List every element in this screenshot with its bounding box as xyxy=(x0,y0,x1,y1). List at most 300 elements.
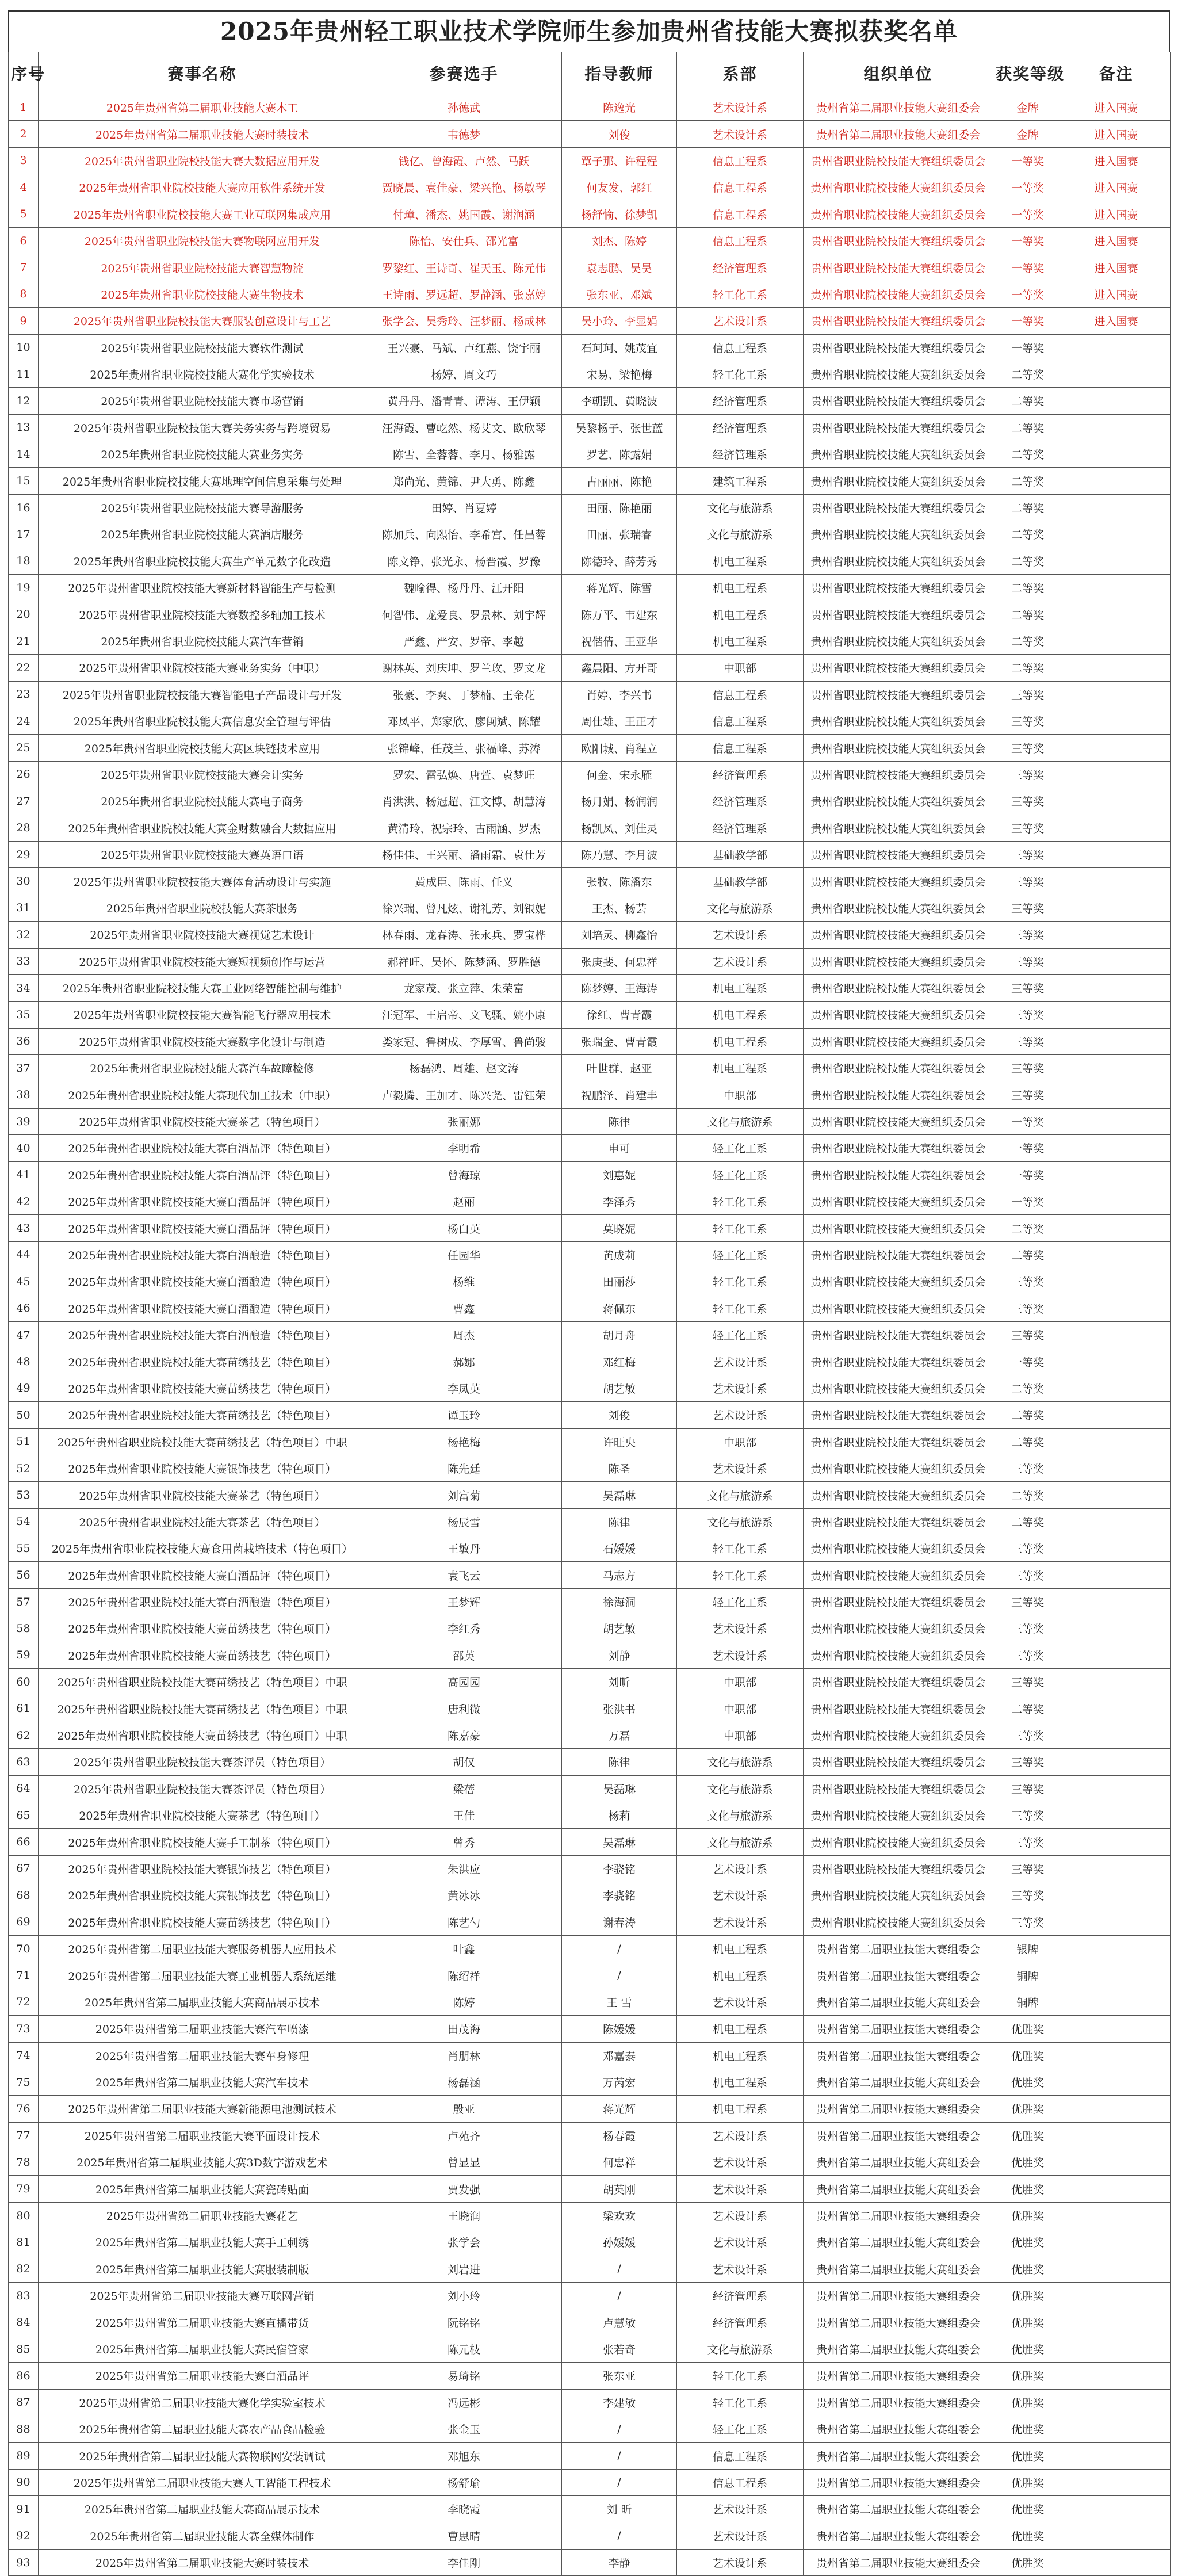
cell-seq: 72 xyxy=(9,1989,39,2015)
cell-remarks xyxy=(1062,1642,1171,1668)
cell-seq: 88 xyxy=(9,2416,39,2442)
cell-instructor: / xyxy=(562,2283,677,2309)
cell-event-name: 2025年贵州省职业院校技能大赛银饰技艺（特色项目） xyxy=(39,1882,366,1909)
cell-award-level: 二等奖 xyxy=(993,414,1062,441)
cell-organizer: 贵州省职业院校技能大赛组织委员会 xyxy=(804,468,993,494)
cell-department: 轻工化工系 xyxy=(677,1161,804,1188)
cell-award-level: 二等奖 xyxy=(993,548,1062,574)
cell-award-level: 三等奖 xyxy=(993,1081,1062,1108)
cell-contestants: 陈雪、全蓉蓉、李月、杨雅露 xyxy=(366,441,562,468)
cell-organizer: 贵州省职业院校技能大赛组织委员会 xyxy=(804,575,993,601)
cell-remarks xyxy=(1062,1482,1171,1508)
table-row xyxy=(9,548,1171,574)
cell-seq: 65 xyxy=(9,1802,39,1829)
cell-department: 文化与旅游系 xyxy=(677,521,804,548)
cell-seq: 3 xyxy=(9,147,39,174)
table-row xyxy=(9,2496,1171,2523)
cell-organizer: 贵州省第二届职业技能大赛组委会 xyxy=(804,2042,993,2069)
cell-award-level: 优胜奖 xyxy=(993,2256,1062,2282)
cell-remarks: 进入国赛 xyxy=(1062,281,1171,307)
cell-remarks xyxy=(1062,1428,1171,1455)
table-row xyxy=(9,1428,1171,1455)
cell-remarks xyxy=(1062,1081,1171,1108)
cell-seq: 53 xyxy=(9,1482,39,1508)
cell-instructor: 邓嘉泰 xyxy=(562,2042,677,2069)
cell-instructor: 杨莉 xyxy=(562,1802,677,1829)
cell-organizer: 贵州省职业院校技能大赛组织委员会 xyxy=(804,708,993,734)
cell-seq: 55 xyxy=(9,1535,39,1562)
cell-award-level: 优胜奖 xyxy=(993,2363,1062,2389)
cell-event-name: 2025年贵州省职业院校技能大赛服装创意设计与工艺 xyxy=(39,308,366,334)
cell-event-name: 2025年贵州省第二届职业技能大赛服务机器人应用技术 xyxy=(39,1935,366,1962)
cell-event-name: 2025年贵州省职业院校技能大赛市场营销 xyxy=(39,388,366,414)
cell-department: 信息工程系 xyxy=(677,174,804,201)
cell-event-name: 2025年贵州省职业院校技能大赛苗绣技艺（特色项目） xyxy=(39,1615,366,1642)
cell-event-name: 2025年贵州省职业院校技能大赛地理空间信息采集与处理 xyxy=(39,468,366,494)
cell-seq: 17 xyxy=(9,521,39,548)
cell-department: 基础教学部 xyxy=(677,868,804,895)
cell-department: 文化与旅游系 xyxy=(677,1108,804,1134)
cell-department: 建筑工程系 xyxy=(677,468,804,494)
cell-department: 机电工程系 xyxy=(677,601,804,628)
cell-contestants: 陈先廷 xyxy=(366,1455,562,1481)
cell-remarks xyxy=(1062,601,1171,628)
cell-seq: 74 xyxy=(9,2042,39,2069)
cell-organizer: 贵州省职业院校技能大赛组织委员会 xyxy=(804,1455,993,1481)
cell-remarks: 进入国赛 xyxy=(1062,254,1171,281)
cell-event-name: 2025年贵州省职业院校技能大赛关务实务与跨境贸易 xyxy=(39,414,366,441)
cell-contestants: 王敏丹 xyxy=(366,1535,562,1562)
cell-contestants: 邓旭东 xyxy=(366,2443,562,2469)
cell-seq: 59 xyxy=(9,1642,39,1668)
cell-event-name: 2025年贵州省职业院校技能大赛体育活动设计与实施 xyxy=(39,868,366,895)
cell-remarks xyxy=(1062,1722,1171,1748)
cell-award-level: 一等奖 xyxy=(993,334,1062,361)
cell-organizer: 贵州省职业院校技能大赛组织委员会 xyxy=(804,735,993,761)
cell-event-name: 2025年贵州省第二届职业技能大赛3D数字游戏艺术 xyxy=(39,2149,366,2176)
table-row xyxy=(9,2389,1171,2416)
cell-organizer: 贵州省第二届职业技能大赛组委会 xyxy=(804,2202,993,2229)
cell-remarks xyxy=(1062,868,1171,895)
table-row xyxy=(9,227,1171,254)
cell-remarks xyxy=(1062,1508,1171,1535)
header-remarks: 备注 xyxy=(1062,52,1171,94)
cell-organizer: 贵州省职业院校技能大赛组织委员会 xyxy=(804,1855,993,1882)
cell-instructor: 陈圣 xyxy=(562,1455,677,1481)
cell-remarks xyxy=(1062,1321,1171,1348)
cell-seq: 46 xyxy=(9,1295,39,1321)
cell-contestants: 曹鑫 xyxy=(366,1295,562,1321)
cell-remarks xyxy=(1062,1295,1171,1321)
cell-seq: 66 xyxy=(9,1829,39,1855)
table-row xyxy=(9,628,1171,654)
cell-event-name: 2025年贵州省职业院校技能大赛应用软件系统开发 xyxy=(39,174,366,201)
cell-remarks xyxy=(1062,1615,1171,1642)
cell-instructor: 李泽秀 xyxy=(562,1188,677,1215)
cell-department: 机电工程系 xyxy=(677,1002,804,1028)
cell-remarks xyxy=(1062,655,1171,681)
table-row xyxy=(9,922,1171,948)
table-row xyxy=(9,388,1171,414)
cell-contestants: 张豪、李爽、丁梦楠、王金花 xyxy=(366,681,562,708)
cell-award-level: 一等奖 xyxy=(993,1161,1062,1188)
table-row xyxy=(9,761,1171,788)
cell-remarks xyxy=(1062,1909,1171,1935)
cell-event-name: 2025年贵州省职业院校技能大赛会计实务 xyxy=(39,761,366,788)
cell-award-level: 优胜奖 xyxy=(993,2416,1062,2442)
cell-department: 中职部 xyxy=(677,1695,804,1722)
cell-organizer: 贵州省职业院校技能大赛组织委员会 xyxy=(804,1749,993,1775)
cell-instructor: 卢慧敏 xyxy=(562,2309,677,2336)
cell-contestants: 郝祥旺、吴怀、陈梦涵、罗胜德 xyxy=(366,948,562,974)
cell-event-name: 2025年贵州省职业院校技能大赛酒店服务 xyxy=(39,521,366,548)
cell-instructor: 刘昕 xyxy=(562,1669,677,1695)
cell-organizer: 贵州省职业院校技能大赛组织委员会 xyxy=(804,761,993,788)
cell-contestants: 卢苑齐 xyxy=(366,2122,562,2149)
cell-instructor: / xyxy=(562,1935,677,1962)
cell-contestants: 陈文铮、张光永、杨晋霞、罗豫 xyxy=(366,548,562,574)
cell-remarks xyxy=(1062,2069,1171,2095)
cell-organizer: 贵州省第二届职业技能大赛组委会 xyxy=(804,2363,993,2389)
cell-seq: 41 xyxy=(9,1161,39,1188)
cell-organizer: 贵州省第二届职业技能大赛组委会 xyxy=(804,2469,993,2495)
cell-remarks xyxy=(1062,2523,1171,2549)
cell-department: 机电工程系 xyxy=(677,2016,804,2042)
table-row xyxy=(9,1749,1171,1775)
cell-department: 艺术设计系 xyxy=(677,2149,804,2176)
cell-instructor: 田丽、陈艳丽 xyxy=(562,494,677,521)
cell-event-name: 2025年贵州省职业院校技能大赛白酒酿造（特色项目） xyxy=(39,1588,366,1615)
cell-event-name: 2025年贵州省第二届职业技能大赛物联网安装调试 xyxy=(39,2443,366,2469)
cell-event-name: 2025年贵州省职业院校技能大赛茶服务 xyxy=(39,895,366,921)
cell-contestants: 张金玉 xyxy=(366,2416,562,2442)
cell-department: 艺术设计系 xyxy=(677,1882,804,1909)
cell-award-level: 二等奖 xyxy=(993,1241,1062,1268)
cell-remarks: 进入国赛 xyxy=(1062,147,1171,174)
cell-contestants: 陈绍祥 xyxy=(366,1962,562,1989)
cell-department: 轻工化工系 xyxy=(677,2389,804,2416)
table-row xyxy=(9,1909,1171,1935)
header-organizer: 组织单位 xyxy=(804,52,993,94)
cell-instructor: 刘杰、陈婷 xyxy=(562,227,677,254)
cell-remarks xyxy=(1062,681,1171,708)
cell-organizer: 贵州省职业院校技能大赛组织委员会 xyxy=(804,1508,993,1535)
cell-award-level: 一等奖 xyxy=(993,308,1062,334)
cell-contestants: 周杰 xyxy=(366,1321,562,1348)
cell-event-name: 2025年贵州省第二届职业技能大赛平面设计技术 xyxy=(39,2122,366,2149)
cell-organizer: 贵州省职业院校技能大赛组织委员会 xyxy=(804,227,993,254)
cell-seq: 27 xyxy=(9,788,39,815)
cell-contestants: 黄清玲、祝宗玲、古雨涵、罗杰 xyxy=(366,815,562,841)
cell-award-level: 三等奖 xyxy=(993,681,1062,708)
cell-organizer: 贵州省第二届职业技能大赛组委会 xyxy=(804,2229,993,2256)
cell-seq: 22 xyxy=(9,655,39,681)
cell-seq: 13 xyxy=(9,414,39,441)
cell-instructor: 徐红、曹青霞 xyxy=(562,1002,677,1028)
cell-contestants: 曾秀 xyxy=(366,1829,562,1855)
cell-award-level: 优胜奖 xyxy=(993,2149,1062,2176)
cell-contestants: 杨磊涵 xyxy=(366,2069,562,2095)
cell-organizer: 贵州省职业院校技能大赛组织委员会 xyxy=(804,1909,993,1935)
cell-department: 经济管理系 xyxy=(677,441,804,468)
cell-department: 信息工程系 xyxy=(677,2443,804,2469)
cell-organizer: 贵州省职业院校技能大赛组织委员会 xyxy=(804,1695,993,1722)
cell-award-level: 二等奖 xyxy=(993,468,1062,494)
table-row xyxy=(9,2096,1171,2122)
cell-event-name: 2025年贵州省职业院校技能大赛智慧物流 xyxy=(39,254,366,281)
cell-organizer: 贵州省职业院校技能大赛组织委员会 xyxy=(804,414,993,441)
cell-organizer: 贵州省职业院校技能大赛组织委员会 xyxy=(804,974,993,1001)
cell-instructor: 陈乃慧、李月波 xyxy=(562,841,677,867)
cell-department: 文化与旅游系 xyxy=(677,895,804,921)
cell-remarks xyxy=(1062,1749,1171,1775)
table-row xyxy=(9,1028,1171,1054)
cell-remarks xyxy=(1062,1241,1171,1268)
cell-contestants: 谢林英、刘庆坤、罗兰玫、罗文龙 xyxy=(366,655,562,681)
header-award-level: 获奖等级 xyxy=(993,52,1062,94)
cell-event-name: 2025年贵州省职业院校技能大赛软件测试 xyxy=(39,334,366,361)
cell-instructor: / xyxy=(562,2523,677,2549)
cell-instructor: 肖婷、李兴书 xyxy=(562,681,677,708)
cell-department: 基础教学部 xyxy=(677,841,804,867)
cell-event-name: 2025年贵州省职业院校技能大赛生物技术 xyxy=(39,281,366,307)
cell-award-level: 三等奖 xyxy=(993,1775,1062,1802)
cell-remarks xyxy=(1062,1402,1171,1428)
cell-event-name: 2025年贵州省第二届职业技能大赛汽车技术 xyxy=(39,2069,366,2095)
cell-seq: 35 xyxy=(9,1002,39,1028)
cell-event-name: 2025年贵州省职业院校技能大赛汽车故障检修 xyxy=(39,1055,366,1081)
cell-department: 艺术设计系 xyxy=(677,2202,804,2229)
cell-contestants: 谭玉玲 xyxy=(366,1402,562,1428)
cell-seq: 81 xyxy=(9,2229,39,2256)
cell-award-level: 三等奖 xyxy=(993,1669,1062,1695)
cell-contestants: 李凤英 xyxy=(366,1375,562,1401)
cell-contestants: 曾显显 xyxy=(366,2149,562,2176)
cell-remarks xyxy=(1062,2549,1171,2575)
cell-contestants: 任园华 xyxy=(366,1241,562,1268)
cell-instructor: 张东亚、邓斌 xyxy=(562,281,677,307)
header-seq: 序号 xyxy=(9,52,39,94)
cell-remarks xyxy=(1062,1775,1171,1802)
cell-instructor: 蒋佩东 xyxy=(562,1295,677,1321)
cell-award-level: 优胜奖 xyxy=(993,2229,1062,2256)
cell-seq: 20 xyxy=(9,601,39,628)
cell-department: 机电工程系 xyxy=(677,2069,804,2095)
cell-department: 文化与旅游系 xyxy=(677,1829,804,1855)
cell-award-level: 二等奖 xyxy=(993,521,1062,548)
cell-contestants: 钱亿、曾海霞、卢然、马跃 xyxy=(366,147,562,174)
cell-award-level: 三等奖 xyxy=(993,708,1062,734)
cell-award-level: 三等奖 xyxy=(993,1268,1062,1295)
cell-organizer: 贵州省职业院校技能大赛组织委员会 xyxy=(804,601,993,628)
cell-seq: 40 xyxy=(9,1135,39,1161)
cell-contestants: 罗宏、雷弘焕、唐萱、袁梦旺 xyxy=(366,761,562,788)
cell-department: 中职部 xyxy=(677,1428,804,1455)
table-row xyxy=(9,174,1171,201)
cell-award-level: 优胜奖 xyxy=(993,2042,1062,2069)
cell-contestants: 阮铭铭 xyxy=(366,2309,562,2336)
cell-organizer: 贵州省职业院校技能大赛组织委员会 xyxy=(804,494,993,521)
cell-organizer: 贵州省职业院校技能大赛组织委员会 xyxy=(804,1241,993,1268)
cell-contestants: 陈怡、安仕兵、邵光富 xyxy=(366,227,562,254)
cell-instructor: 许旺央 xyxy=(562,1428,677,1455)
cell-instructor: 何友发、郭红 xyxy=(562,174,677,201)
cell-award-level: 二等奖 xyxy=(993,575,1062,601)
cell-award-level: 铜牌 xyxy=(993,1989,1062,2015)
cell-remarks xyxy=(1062,2336,1171,2362)
cell-contestants: 严鑫、严安、罗帝、李越 xyxy=(366,628,562,654)
cell-event-name: 2025年贵州省职业院校技能大赛苗绣技艺（特色项目）中职 xyxy=(39,1695,366,1722)
cell-remarks xyxy=(1062,815,1171,841)
cell-organizer: 贵州省第二届职业技能大赛组委会 xyxy=(804,2336,993,2362)
cell-department: 机电工程系 xyxy=(677,2096,804,2122)
cell-contestants: 黄冰冰 xyxy=(366,1882,562,1909)
cell-department: 信息工程系 xyxy=(677,708,804,734)
cell-event-name: 2025年贵州省第二届职业技能大赛白酒品评 xyxy=(39,2363,366,2389)
cell-department: 艺术设计系 xyxy=(677,1909,804,1935)
cell-remarks: 进入国赛 xyxy=(1062,201,1171,227)
cell-award-level: 优胜奖 xyxy=(993,2016,1062,2042)
cell-seq: 78 xyxy=(9,2149,39,2176)
cell-instructor: 黄成莉 xyxy=(562,1241,677,1268)
cell-event-name: 2025年贵州省职业院校技能大赛白酒品评（特色项目） xyxy=(39,1188,366,1215)
cell-remarks xyxy=(1062,2256,1171,2282)
cell-award-level: 三等奖 xyxy=(993,922,1062,948)
cell-award-level: 优胜奖 xyxy=(993,2096,1062,2122)
cell-award-level: 一等奖 xyxy=(993,1108,1062,1134)
cell-award-level: 金牌 xyxy=(993,94,1062,121)
cell-event-name: 2025年贵州省第二届职业技能大赛瓷砖贴面 xyxy=(39,2176,366,2202)
cell-contestants: 杨佳佳、王兴丽、潘雨霜、袁仕芳 xyxy=(366,841,562,867)
cell-contestants: 王梦辉 xyxy=(366,1588,562,1615)
cell-award-level: 二等奖 xyxy=(993,1482,1062,1508)
cell-seq: 34 xyxy=(9,974,39,1001)
cell-instructor: 蒋光辉 xyxy=(562,2096,677,2122)
cell-award-level: 优胜奖 xyxy=(993,2202,1062,2229)
cell-contestants: 唐利微 xyxy=(366,1695,562,1722)
cell-remarks: 进入国赛 xyxy=(1062,174,1171,201)
cell-instructor: 李朝凯、黄晓波 xyxy=(562,388,677,414)
cell-contestants: 袁飞云 xyxy=(366,1562,562,1588)
cell-instructor: 刘培灵、柳鑫怡 xyxy=(562,922,677,948)
cell-event-name: 2025年贵州省第二届职业技能大赛木工 xyxy=(39,94,366,121)
cell-event-name: 2025年贵州省职业院校技能大赛食用菌栽培技术（特色项目） xyxy=(39,1535,366,1562)
cell-department: 轻工化工系 xyxy=(677,1188,804,1215)
cell-department: 中职部 xyxy=(677,1669,804,1695)
cell-remarks xyxy=(1062,1829,1171,1855)
cell-instructor: 叶世群、赵亚 xyxy=(562,1055,677,1081)
cell-organizer: 贵州省职业院校技能大赛组织委员会 xyxy=(804,1588,993,1615)
cell-award-level: 一等奖 xyxy=(993,174,1062,201)
cell-remarks xyxy=(1062,1348,1171,1375)
cell-organizer: 贵州省第二届职业技能大赛组委会 xyxy=(804,2149,993,2176)
cell-award-level: 一等奖 xyxy=(993,281,1062,307)
table-row xyxy=(9,1268,1171,1295)
cell-remarks xyxy=(1062,974,1171,1001)
cell-award-level: 三等奖 xyxy=(993,1455,1062,1481)
table-body xyxy=(9,94,1171,2576)
cell-remarks xyxy=(1062,2122,1171,2149)
cell-remarks xyxy=(1062,1962,1171,1989)
cell-department: 轻工化工系 xyxy=(677,1562,804,1588)
cell-organizer: 贵州省职业院校技能大赛组织委员会 xyxy=(804,1642,993,1668)
cell-seq: 90 xyxy=(9,2469,39,2495)
cell-department: 机电工程系 xyxy=(677,575,804,601)
cell-event-name: 2025年贵州省职业院校技能大赛手工制茶（特色项目） xyxy=(39,1829,366,1855)
cell-award-level: 三等奖 xyxy=(993,1749,1062,1775)
cell-organizer: 贵州省职业院校技能大赛组织委员会 xyxy=(804,1615,993,1642)
cell-department: 艺术设计系 xyxy=(677,1855,804,1882)
cell-instructor: 杨凯凤、刘佳灵 xyxy=(562,815,677,841)
cell-instructor: 谢春涛 xyxy=(562,1909,677,1935)
cell-seq: 82 xyxy=(9,2256,39,2282)
cell-seq: 60 xyxy=(9,1669,39,1695)
cell-contestants: 邓凤平、郑家欣、廖闽斌、陈耀 xyxy=(366,708,562,734)
cell-seq: 32 xyxy=(9,922,39,948)
cell-organizer: 贵州省第二届职业技能大赛组委会 xyxy=(804,2443,993,2469)
cell-award-level: 三等奖 xyxy=(993,1909,1062,1935)
cell-department: 经济管理系 xyxy=(677,761,804,788)
cell-event-name: 2025年贵州省职业院校技能大赛茶艺（特色项目） xyxy=(39,1802,366,1829)
cell-event-name: 2025年贵州省职业院校技能大赛苗绣技艺（特色项目） xyxy=(39,1642,366,1668)
cell-seq: 36 xyxy=(9,1028,39,1054)
cell-event-name: 2025年贵州省第二届职业技能大赛汽车喷漆 xyxy=(39,2016,366,2042)
table-row xyxy=(9,1775,1171,1802)
table-row xyxy=(9,1935,1171,1962)
cell-instructor: 马志方 xyxy=(562,1562,677,1588)
cell-organizer: 贵州省职业院校技能大赛组织委员会 xyxy=(804,1482,993,1508)
cell-organizer: 贵州省职业院校技能大赛组织委员会 xyxy=(804,1722,993,1748)
cell-department: 机电工程系 xyxy=(677,1935,804,1962)
cell-organizer: 贵州省职业院校技能大赛组织委员会 xyxy=(804,788,993,815)
cell-instructor: 田丽、张瑞睿 xyxy=(562,521,677,548)
cell-event-name: 2025年贵州省职业院校技能大赛白酒品评（特色项目） xyxy=(39,1215,366,1241)
cell-award-level: 优胜奖 xyxy=(993,2122,1062,2149)
table-row xyxy=(9,201,1171,227)
cell-department: 经济管理系 xyxy=(677,2283,804,2309)
cell-remarks xyxy=(1062,441,1171,468)
cell-event-name: 2025年贵州省职业院校技能大赛新材料智能生产与检测 xyxy=(39,575,366,601)
cell-award-level: 二等奖 xyxy=(993,1375,1062,1401)
table-row xyxy=(9,1375,1171,1401)
table-row xyxy=(9,1882,1171,1909)
cell-instructor: 陈律 xyxy=(562,1508,677,1535)
cell-award-level: 优胜奖 xyxy=(993,2469,1062,2495)
cell-organizer: 贵州省职业院校技能大赛组织委员会 xyxy=(804,1135,993,1161)
cell-event-name: 2025年贵州省职业院校技能大赛白酒酿造（特色项目） xyxy=(39,1321,366,1348)
cell-seq: 39 xyxy=(9,1108,39,1134)
cell-award-level: 一等奖 xyxy=(993,201,1062,227)
cell-event-name: 2025年贵州省第二届职业技能大赛花艺 xyxy=(39,2202,366,2229)
cell-seq: 30 xyxy=(9,868,39,895)
cell-award-level: 优胜奖 xyxy=(993,2443,1062,2469)
cell-remarks xyxy=(1062,1055,1171,1081)
cell-instructor: 吴黎杨子、张世蓝 xyxy=(562,414,677,441)
cell-award-level: 金牌 xyxy=(993,121,1062,147)
cell-contestants: 陈嘉豪 xyxy=(366,1722,562,1748)
cell-instructor: 莫晓妮 xyxy=(562,1215,677,1241)
cell-organizer: 贵州省职业院校技能大赛组织委员会 xyxy=(804,1295,993,1321)
cell-event-name: 2025年贵州省第二届职业技能大赛化学实验室技术 xyxy=(39,2389,366,2416)
cell-remarks xyxy=(1062,1375,1171,1401)
cell-department: 轻工化工系 xyxy=(677,281,804,307)
cell-event-name: 2025年贵州省职业院校技能大赛金财数融合大数据应用 xyxy=(39,815,366,841)
cell-department: 艺术设计系 xyxy=(677,1375,804,1401)
cell-contestants: 肖洪洪、杨冠超、江文博、胡慧涛 xyxy=(366,788,562,815)
cell-award-level: 二等奖 xyxy=(993,1428,1062,1455)
cell-instructor: 杨春霞 xyxy=(562,2122,677,2149)
cell-contestants: 黄成臣、陈雨、任义 xyxy=(366,868,562,895)
